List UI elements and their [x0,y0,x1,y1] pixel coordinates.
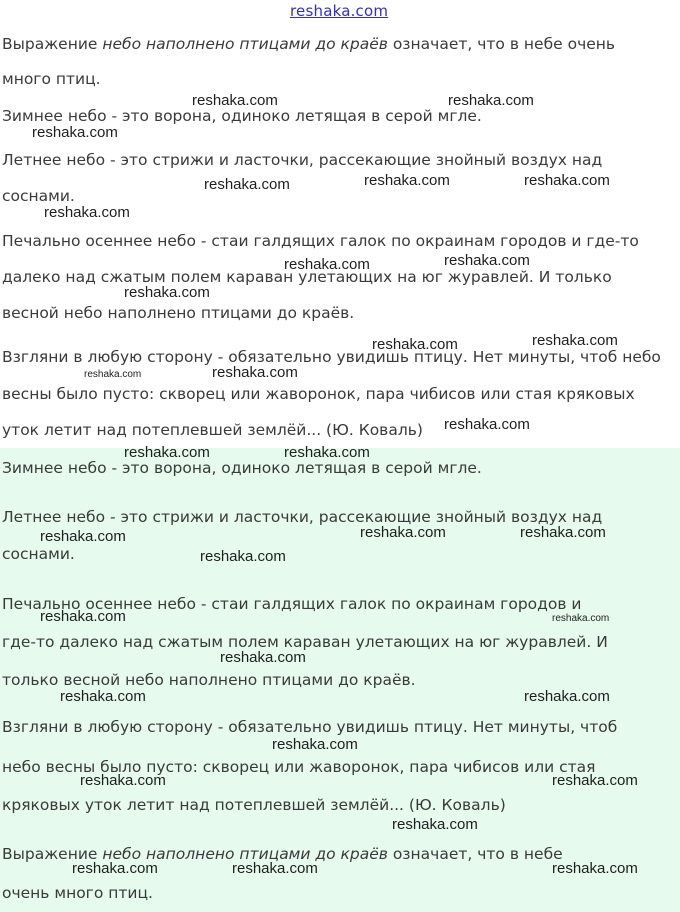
watermark: reshaka.com [272,736,358,753]
watermark: reshaka.com [360,524,446,541]
top-line-7: далеко над сжатым полем караван улетающих на юг журавлей. И только [2,268,612,286]
bottom-line-6: только весной небо наполнено птицами до краёв. [2,671,416,689]
site-link[interactable]: reshaka.com [290,2,389,20]
bottom-line-11: очень много птиц. [2,884,153,902]
watermark: reshaka.com [520,524,606,541]
watermark: reshaka.com [124,284,210,301]
watermark: reshaka.com [532,332,618,349]
watermark: reshaka.com [392,816,478,833]
bottom-line-1: Зимнее небо - это ворона, одиноко летящая в серой мгле. [2,459,482,477]
watermark: reshaka.com [232,860,318,877]
watermark: reshaka.com [124,444,210,461]
bottom-italic-phrase: небо наполнено птицами до краёв [102,845,388,863]
top-line-8: весной небо наполнено птицами до краёв. [2,304,355,322]
bottom-line-10: Выражение небо наполнено птицами до краёв означает, что в небе [2,845,563,863]
bottom-line-4: Печально осеннее небо - стаи галдящих галок по окраинам городов и [2,595,582,613]
watermark: reshaka.com [364,172,450,189]
bottom-line-5: где-то далеко над сжатым полем караван улетающих на юг журавлей. И [2,633,608,651]
top-line-11: уток летит над потеплевшей землёй... (Ю. Коваль) [2,421,423,439]
watermark: reshaka.com [284,444,370,461]
top-line-1: Выражение небо наполнено птицами до краёв означает, что в небе очень [2,35,616,53]
watermark: reshaka.com [72,860,158,877]
watermark: reshaka.com [212,364,298,381]
top-line-10: весны было пусто: скворец или жаворонок, пара чибисов или стая кряковых [2,385,635,403]
watermark: reshaka.com [372,336,458,353]
watermark: reshaka.com [40,608,126,625]
bottom-line-7: Взгляни в любую сторону - обязательно увидишь птицу. Нет минуты, чтоб [2,718,618,736]
bottom-line-8: небо весны было пусто: скворец или жаворонок, пара чибисов или стая [2,758,596,776]
bottom-line-3: соснами. [2,545,75,563]
watermark: reshaka.com [524,688,610,705]
watermark: reshaka.com [192,92,278,109]
watermark: reshaka.com [444,252,530,269]
watermark: reshaka.com [524,172,610,189]
watermark: reshaka.com [32,124,118,141]
watermark: reshaka.com [552,613,610,624]
top-line-2: много птиц. [2,70,101,88]
top-line-9: Взгляни в любую сторону - обязательно увидишь птицу. Нет минуты, чтоб небо [2,348,661,366]
watermark: reshaka.com [60,688,146,705]
watermark: reshaka.com [204,176,290,193]
top-italic-phrase: небо наполнено птицами до краёв [102,35,388,53]
top-line-4: Летнее небо - это стрижи и ласточки, рассекающие знойный воздух над [2,151,603,169]
bottom-line-9: кряковых уток летит над потеплевшей землёй... (Ю. Коваль) [2,796,506,814]
watermark: reshaka.com [448,92,534,109]
bottom-line-2: Летнее небо - это стрижи и ласточки, рассекающие знойный воздух над [2,508,603,526]
watermark: reshaka.com [284,256,370,273]
watermark: reshaka.com [84,369,142,380]
top-line-3: Зимнее небо - это ворона, одиноко летящая в серой мгле. [2,107,482,125]
watermark: reshaka.com [200,548,286,565]
watermark: reshaka.com [220,649,306,666]
watermark: reshaka.com [552,860,638,877]
top-line-5: соснами. [2,187,75,205]
watermark: reshaka.com [40,528,126,545]
watermark: reshaka.com [44,204,130,221]
watermark: reshaka.com [80,772,166,789]
watermark: reshaka.com [552,772,638,789]
watermark: reshaka.com [444,416,530,433]
top-line-6: Печально осеннее небо - стаи галдящих галок по окраинам городов и где-то [2,232,639,250]
